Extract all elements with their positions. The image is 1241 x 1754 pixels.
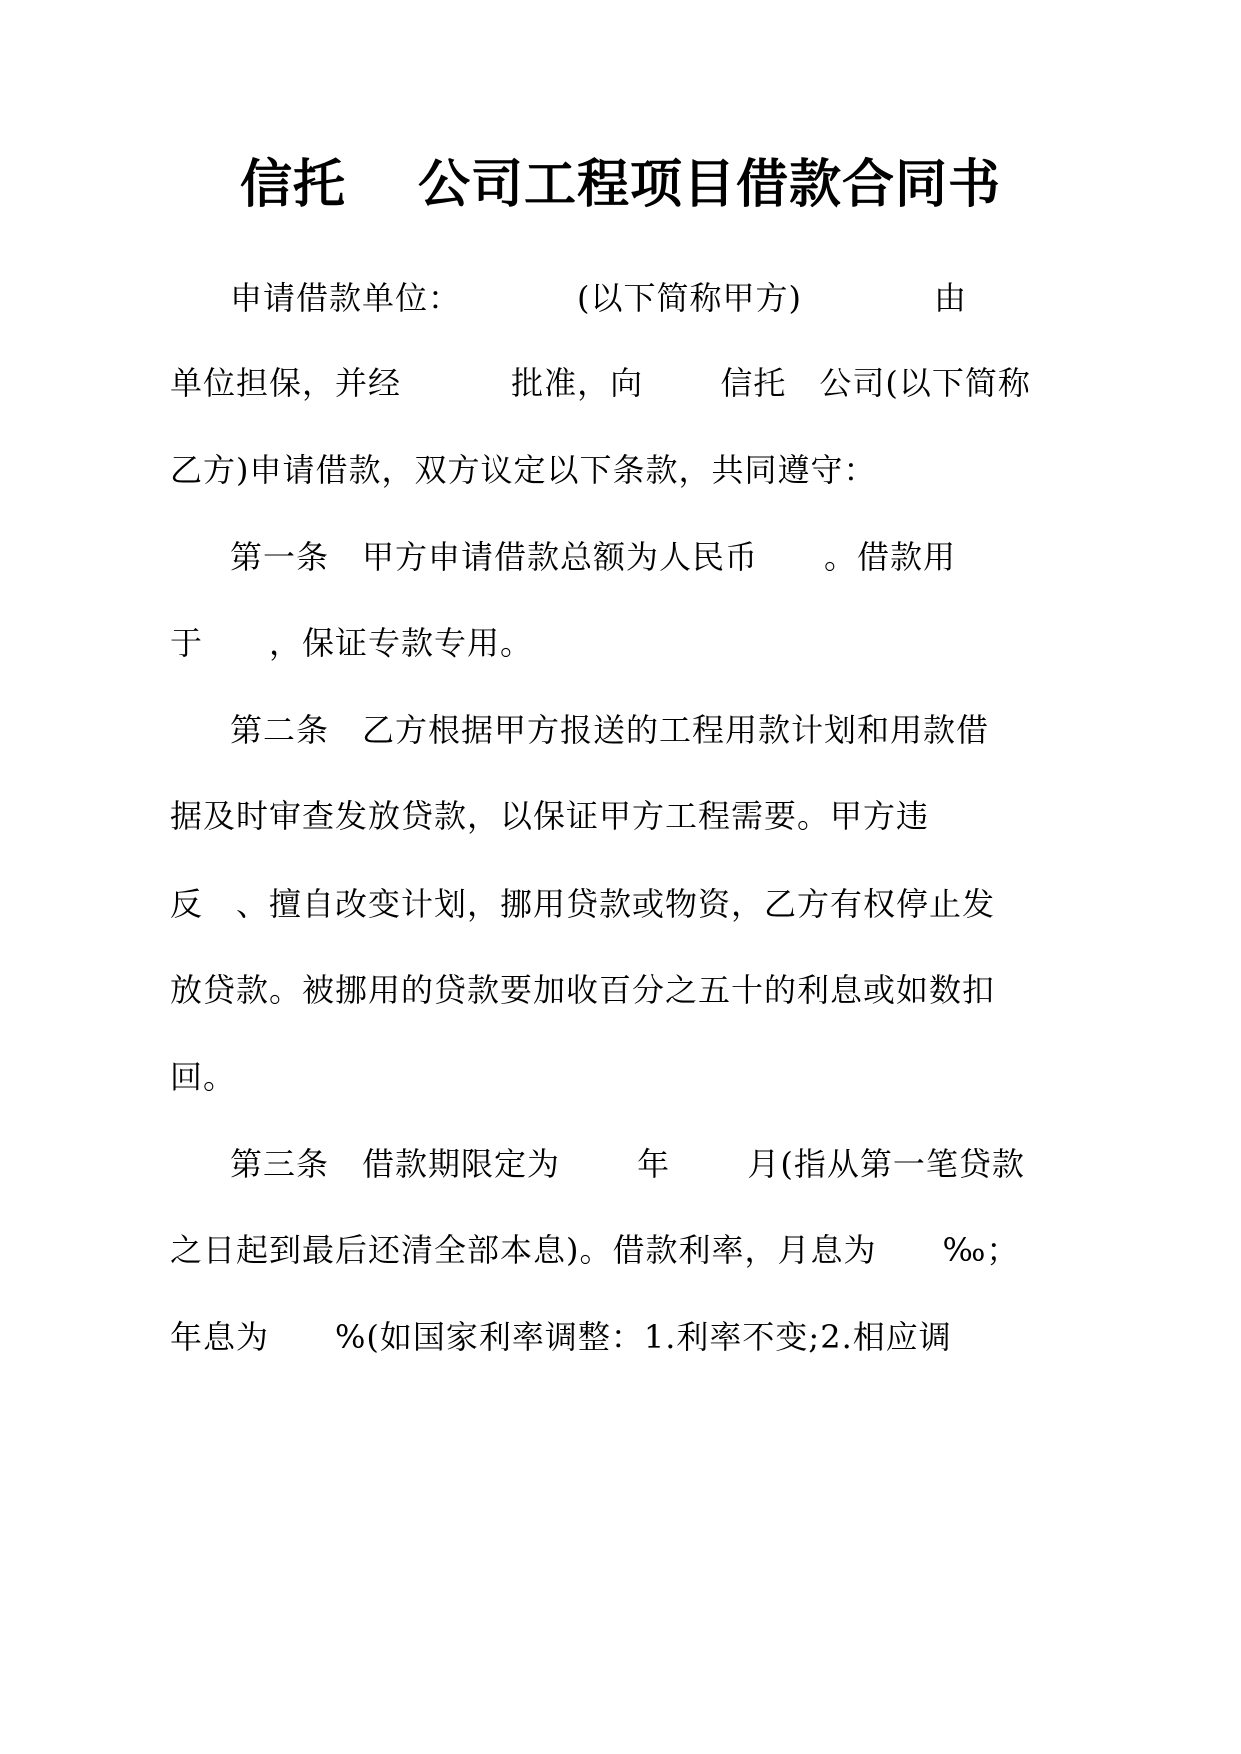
paragraph-line: 第二条 乙方根据甲方报送的工程用款计划和用款借 [230,711,990,749]
paragraph-line: 年息为 %(如国家利率调整：1.利率不变;2.相应调 [170,1318,952,1356]
paragraph-line: 单位担保，并经 批准，向 信托 公司(以下简称 [170,364,1031,402]
paragraph-line: 申请借款单位： (以下简称甲方) 由 [230,279,967,317]
paragraph-line: 之日起到最后还清全部本息)。借款利率，月息为 ‰； [170,1231,1020,1269]
paragraph-line: 据及时审查发放贷款，以保证甲方工程需要。甲方违 [170,797,930,835]
paragraph-line: 放贷款。被挪用的贷款要加收百分之五十的利息或如数扣 [170,971,996,1009]
document-title: 信托 公司工程项目借款合同书 [239,155,1002,215]
paragraph-line: 于 ，保证专款专用。 [170,624,534,662]
paragraph-line: 第三条 借款期限定为 年 月(指从第一笔贷款 [230,1145,1025,1183]
paragraph-line: 乙方)申请借款，双方议定以下条款，共同遵守： [170,451,877,489]
paragraph-line: 回。 [170,1058,237,1096]
paragraph-line: 第一条 甲方申请借款总额为人民币 。借款用 [230,538,957,576]
paragraph-line: 反 、擅自改变计划，挪用贷款或物资，乙方有权停止发 [170,885,996,923]
